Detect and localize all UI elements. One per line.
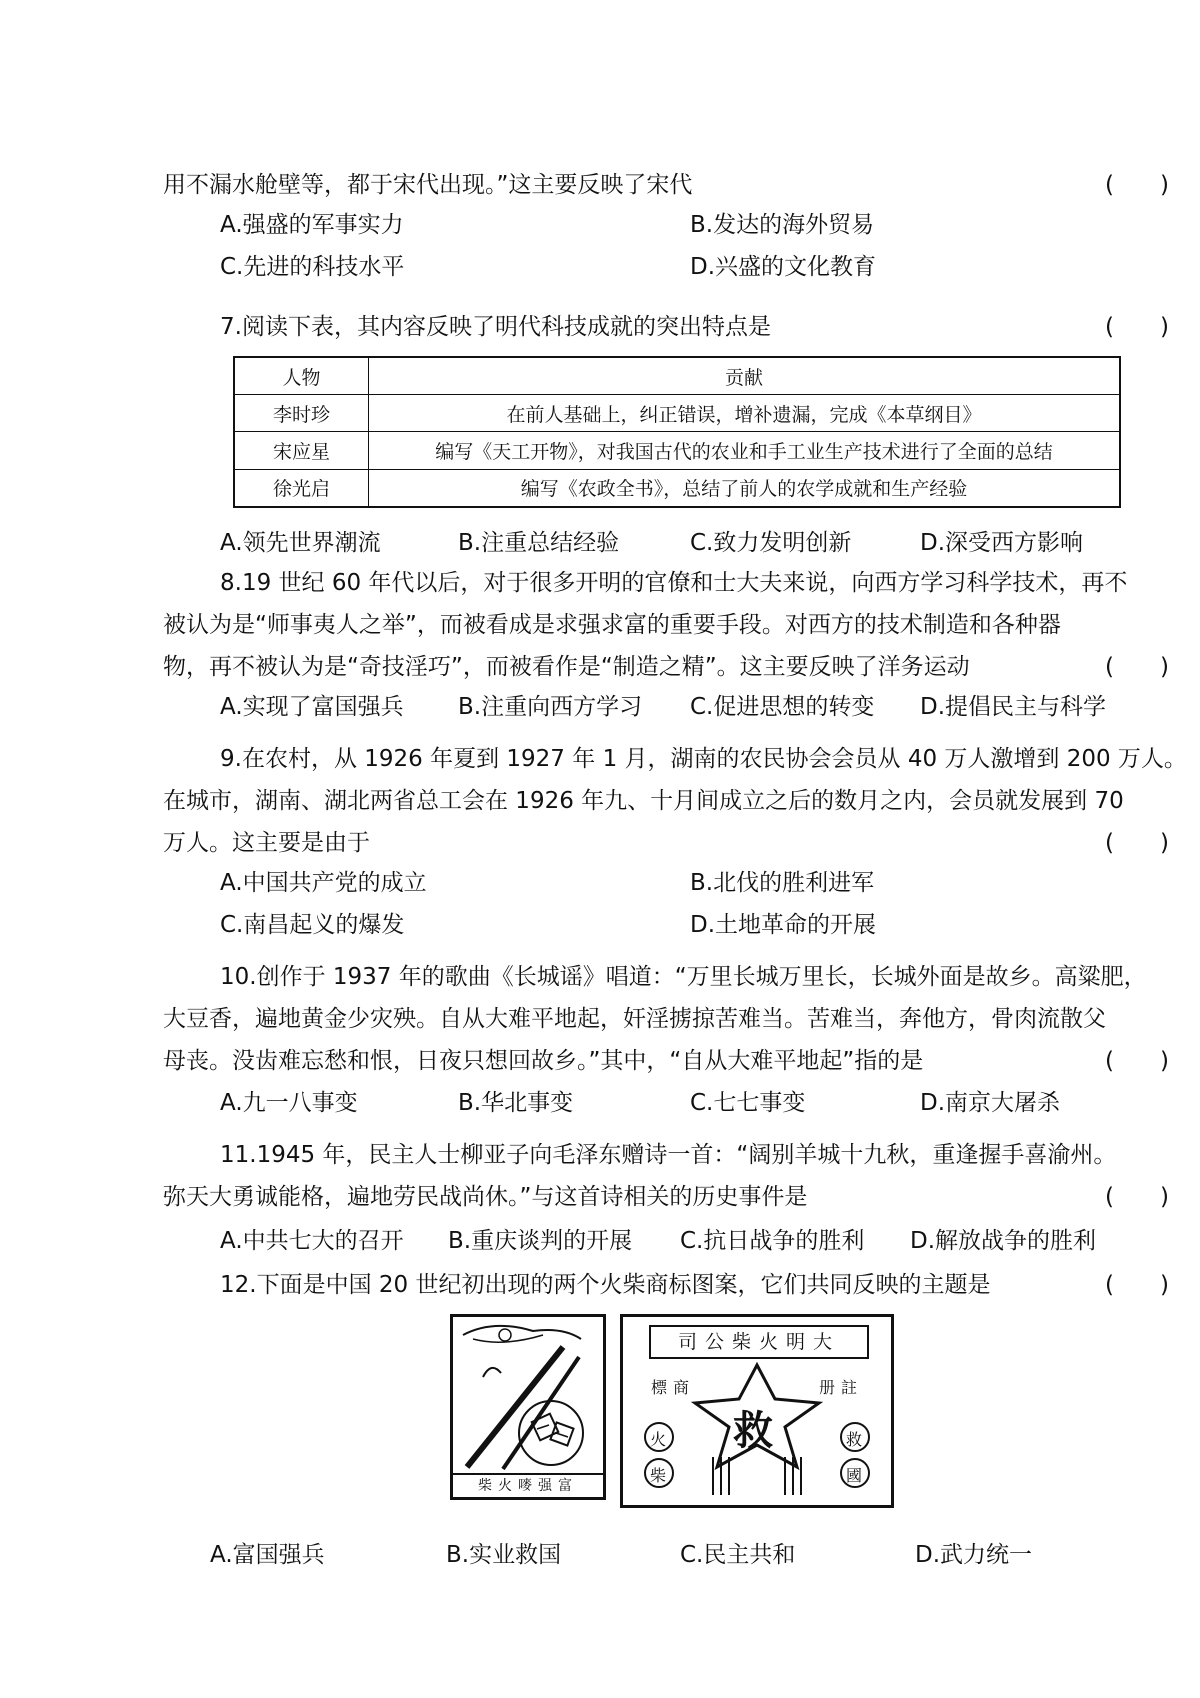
q7-option-c: C.致力发明创新 xyxy=(690,530,852,556)
q10-line3: 母丧。没齿难忘愁和恨，日夜只想回故乡。”其中，“自从大难平地起”指的是 xyxy=(163,1048,924,1074)
q9-option-b: B.北伐的胜利进军 xyxy=(690,870,875,896)
q7-stem: 7.阅读下表，其内容反映了明代科技成就的突出特点是 xyxy=(220,314,771,340)
table-cell: 徐光启 xyxy=(234,469,369,507)
q11-option-c: C.抗日战争的胜利 xyxy=(680,1228,865,1254)
q9-option-c: C.南昌起义的爆发 xyxy=(220,912,405,938)
q12-bracket: ( ) xyxy=(1105,1272,1169,1298)
table-cell: 编写《农政全书》，总结了前人的农学成就和生产经验 xyxy=(369,469,1121,507)
table-cell: 李时珍 xyxy=(234,395,369,432)
table-header-row xyxy=(234,357,1120,395)
q10-line1: 10.创作于 1937 年的歌曲《长城谣》唱道：“万里长城万里长，长城外面是故乡。高粱肥， xyxy=(220,964,1147,990)
q9-option-d: D.土地革命的开展 xyxy=(690,912,877,938)
trademark-mark: 標商 xyxy=(651,1378,696,1397)
left-circle-char-2: 柴 xyxy=(650,1466,667,1485)
q8-line3: 物，再不被认为是“奇技淫巧”，而被看作是“制造之精”。这主要反映了洋务运动 xyxy=(163,654,970,680)
q8-option-b: B.注重向西方学习 xyxy=(458,694,643,720)
right-circle-char-2: 國 xyxy=(846,1466,863,1485)
table-cell: 编写《天工开物》，对我国古代的农业和手工业生产技术进行了全面的总结 xyxy=(369,432,1121,469)
rifle-illustration xyxy=(453,1317,603,1477)
table-header-cell: 人物 xyxy=(234,357,369,395)
q9-line1: 9.在农村，从 1926 年夏到 1927 年 1 月，湖南的农民协会会员从 40 万人激增到 200 万人。 xyxy=(220,746,1187,772)
q7-option-d: D.深受西方影响 xyxy=(920,530,1084,556)
q8-line2: 被认为是“师事夷人之举”，而被看成是求强求富的重要手段。对西方的技术制造和各种器 xyxy=(163,612,1061,638)
q10-option-a: A.九一八事变 xyxy=(220,1090,358,1116)
q8-line1: 8.19 世纪 60 年代以后，对于很多开明的官僚和士大夫来说，向西方学习科学技术，再不 xyxy=(220,570,1128,596)
q6-stem: 用不漏水舱壁等，都于宋代出现。”这主要反映了宋代 xyxy=(163,172,693,198)
q8-option-c: C.促进思想的转变 xyxy=(690,694,875,720)
q11-line1: 11.1945 年，民主人士柳亚子向毛泽东赠诗一首：“阔别羊城十九秋，重逢握手喜渝州。 xyxy=(220,1142,1117,1168)
q9-line3: 万人。这主要是由于 xyxy=(163,830,370,856)
q8-option-d: D.提倡民主与科学 xyxy=(920,694,1107,720)
q10-option-d: D.南京大屠杀 xyxy=(920,1090,1061,1116)
table-row xyxy=(234,395,1120,432)
q10-option-b: B.华北事变 xyxy=(458,1090,574,1116)
q10-bracket: ( ) xyxy=(1105,1048,1169,1074)
q6-option-a: A.强盛的军事实力 xyxy=(220,212,404,238)
table-header-cell: 贡献 xyxy=(369,357,1121,395)
q9-option-a: A.中国共产党的成立 xyxy=(220,870,427,896)
q11-option-d: D.解放战争的胜利 xyxy=(910,1228,1097,1254)
q12-stem: 12.下面是中国 20 世纪初出现的两个火柴商标图案，它们共同反映的主题是 xyxy=(220,1272,991,1298)
match-label-1-caption: 柴火嘜强富 xyxy=(453,1473,603,1497)
q6-option-c: C.先进的科技水平 xyxy=(220,254,405,280)
match-label-2-banner: 司公柴火明大 xyxy=(649,1325,869,1359)
table-row xyxy=(234,469,1120,507)
match-label-2 xyxy=(620,1314,894,1508)
q6-bracket: ( ) xyxy=(1105,172,1169,198)
q11-option-a: A.中共七大的召开 xyxy=(220,1228,404,1254)
q8-bracket: ( ) xyxy=(1105,654,1169,680)
q10-option-c: C.七七事变 xyxy=(690,1090,806,1116)
right-circle-char-1: 救 xyxy=(846,1430,863,1449)
q12-option-c: C.民主共和 xyxy=(680,1542,796,1568)
q7-bracket: ( ) xyxy=(1105,314,1169,340)
q12-option-a: A.富国强兵 xyxy=(210,1542,325,1568)
q7-table xyxy=(233,356,1121,508)
q9-line2: 在城市，湖南、湖北两省总工会在 1926 年九、十月间成立之后的数月之内，会员就发展到 70 xyxy=(163,788,1124,814)
q6-option-b: B.发达的海外贸易 xyxy=(690,212,875,238)
q6-option-d: D.兴盛的文化教育 xyxy=(690,254,877,280)
match-label-1 xyxy=(450,1314,606,1500)
q12-option-d: D.武力统一 xyxy=(915,1542,1033,1568)
q11-line2: 弥天大勇诚能格，遍地劳民战尚休。”与这首诗相关的历史事件是 xyxy=(163,1184,808,1210)
q7-option-a: A.领先世界潮流 xyxy=(220,530,381,556)
table-cell: 宋应星 xyxy=(234,432,369,469)
q10-line2: 大豆香，遍地黄金少灾殃。自从大难平地起，奸淫掳掠苦难当。苦难当，奔他方，骨肉流散父 xyxy=(163,1006,1106,1032)
q8-option-a: A.实现了富国强兵 xyxy=(220,694,404,720)
registered-mark: 册註 xyxy=(819,1378,864,1397)
q7-option-b: B.注重总结经验 xyxy=(458,530,620,556)
q9-bracket: ( ) xyxy=(1105,830,1169,856)
q11-option-b: B.重庆谈判的开展 xyxy=(448,1228,633,1254)
q12-option-b: B.实业救国 xyxy=(446,1542,562,1568)
table-cell: 在前人基础上，纠正错误，增补遗漏，完成《本草纲目》 xyxy=(369,395,1121,432)
q11-bracket: ( ) xyxy=(1105,1184,1169,1210)
emblem-center-char: 救 xyxy=(733,1408,773,1454)
left-circle-char-1: 火 xyxy=(650,1430,667,1449)
table-row xyxy=(234,432,1120,469)
